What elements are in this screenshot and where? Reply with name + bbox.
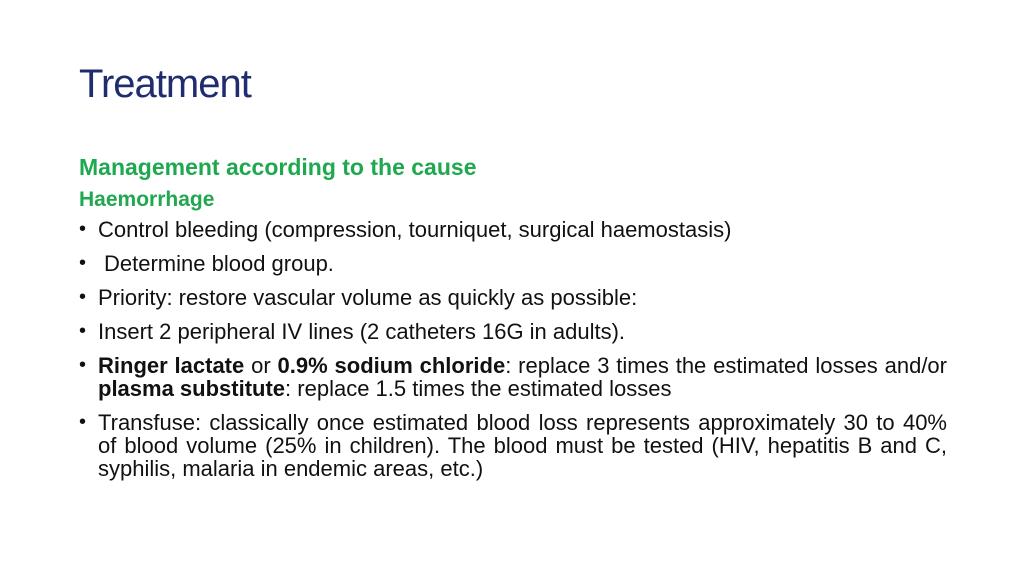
- bold-term-ringer-lactate: Ringer lactate: [98, 353, 245, 378]
- slide-content: [79, 152, 947, 491]
- bullet-item: [79, 218, 947, 241]
- bullet-list: [79, 218, 947, 480]
- bullet-item: [79, 411, 947, 480]
- bullet-item: [79, 252, 947, 275]
- bullet-dot-icon: •: [79, 411, 87, 433]
- bullet-text: or: [244, 353, 278, 378]
- bullet-text: : replace 3 times the estimated losses and/or: [505, 353, 947, 378]
- bullet-text: : replace 1.5 times the estimated losses: [285, 376, 672, 401]
- sub-heading: Haemorrhage: [79, 188, 215, 211]
- bullet-text: Priority: restore vascular volume as quickly as possible:: [98, 285, 638, 310]
- bullet-item: [79, 286, 947, 309]
- bullet-text: Control bleeding (compression, tourniquet, surgical haemostasis): [98, 217, 732, 242]
- bullet-text: Transfuse: classically once estimated blood loss represents approximately 30 to 40% of blood volume (25% in children). The blood must be tested (HIV, hepatitis B and C, syphilis, malaria in endemic areas, etc.): [98, 410, 947, 481]
- bold-term-sodium-chloride: 0.9% sodium chloride: [277, 353, 506, 378]
- bullet-text: Insert 2 peripheral IV lines (2 catheters 16G in adults).: [98, 319, 626, 344]
- bullet-dot-icon: •: [79, 218, 87, 240]
- bullet-item: [79, 354, 947, 400]
- section-heading: Management according to the cause: [79, 154, 477, 180]
- bullet-dot-icon: •: [79, 252, 87, 274]
- bullet-dot-icon: •: [79, 320, 87, 342]
- bullet-text: Determine blood group.: [104, 251, 334, 276]
- bullet-dot-icon: •: [79, 354, 87, 376]
- bold-term-plasma-substitute: plasma substitute: [98, 376, 286, 401]
- slide-title: Treatment: [79, 62, 251, 106]
- bullet-item: [79, 320, 947, 343]
- bullet-dot-icon: •: [79, 286, 87, 308]
